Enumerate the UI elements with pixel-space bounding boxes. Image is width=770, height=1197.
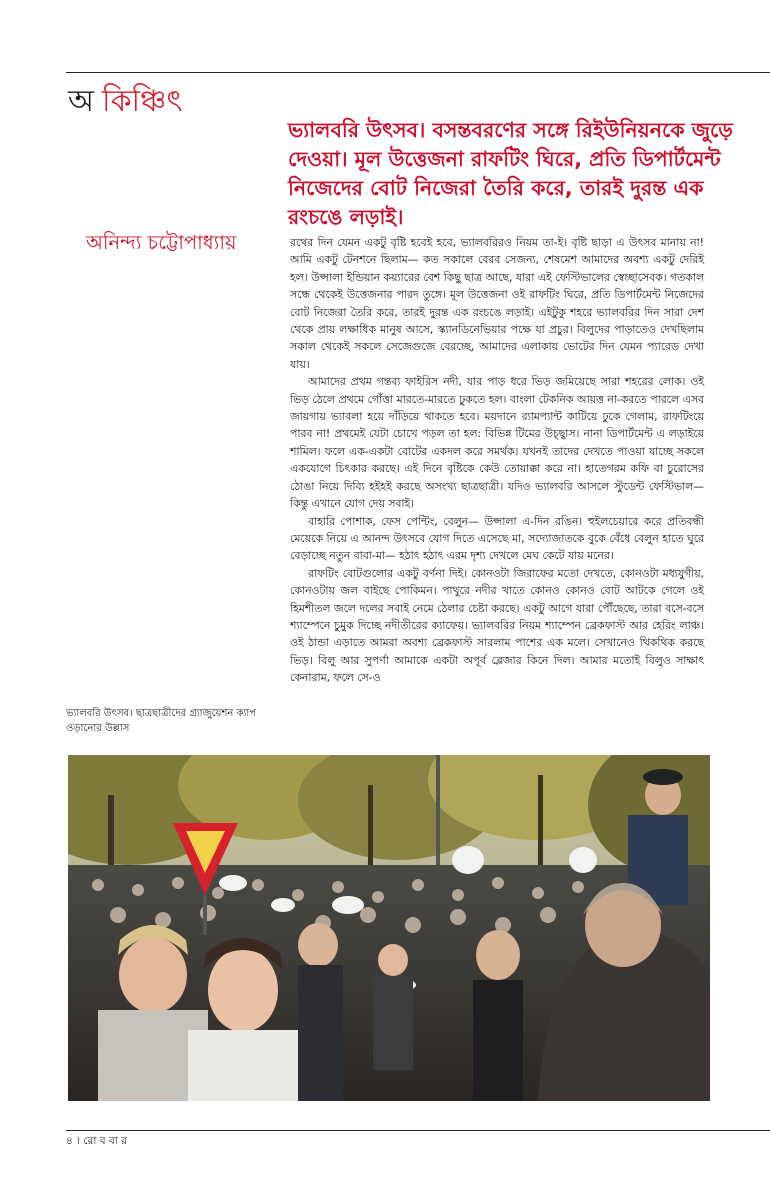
section-prefix: অ [68, 84, 94, 119]
headline: ভ্যালবরি উৎসব। বসন্তবরণের সঙ্গে রিইউনিয়নকে জুড়ে দেওয়া। মূল উত্তেজনা রাফটিং ঘিরে, প্রতি ডিপার্টমেন্ট নিজেদের বোট নিজেরা তৈরি করে, তারই দুরন্ত এক রংচঙে লড়াই। [288, 118, 733, 229]
festival-crowd-photo [68, 755, 710, 1101]
top-rule [66, 72, 770, 73]
section-title [68, 84, 182, 120]
paragraph: রাফটিং বোটগুলোর একটু বর্ণনা দিই। কোনওটা জিরাফের মতো দেখতে, কোনওটা মধ্যযুগীয়, কোনওটায় জল বাইছে পোকিমন। পাথুরে নদীর খাতে কোনও কোনও বোট আটকে গেলে ওই হিমশীতল জলে দলের সবাই নেমে ঠেলার চেষ্টা করছে। একটু আগে যারা পৌঁছেছে, তারা বসে-বসে শ্যাম্পেনে চুমুক দিচ্ছে নদীতীরের ক্যাফেয়। ভ্যালবরির নিয়ম শ্যাম্পেন ব্রেকফাস্ট আর হেরিং লাঞ্চ। ওই ঠান্ডা এড়াতে আমরা অবশ্য ব্রেকফাস্ট সারলাম পাশের এক মলে। সেখানেও থিকথিক করছে ভিড়। বিলু আর সুপর্ণা আমাকে একটা অপূর্ব ব্লেজার কিনে দিল। আমার মতোই বিলুও সাক্ষাৎ কেনারাম, ফলে সে-ও [290, 566, 704, 685]
author-byline: অনিন্দ্য চট্টোপাধ্যায় [86, 231, 237, 254]
page-number: ৪ [66, 1135, 73, 1147]
bottom-rule [66, 1130, 770, 1131]
page-footer [66, 1134, 127, 1148]
paragraph: বাহারি পোশাক, ফেস পেন্টিং, বেলুন— উপ্সালা এ-দিন রঙিন। হুইলচেয়ারে করে প্রতিবন্ধী মেয়েকে নিয়ে এ আনন্দ উৎসবে যোগ দিতে এসেছে মা, সদ্যোজাতকে বুকে বেঁধে বেলুন হাতে ঘুরে বেড়াচ্ছে নতুন বাবা-মা— হঠাৎ হঠাৎ এরম দৃশ্য দেখলে মেঘ কেটে যায় মনের। [290, 514, 704, 563]
paragraph: আমাদের প্রথম গন্তব্য ফাইরিস নদী, যার পাড় ধরে ভিড় জমিয়েছে সারা শহরের লোক। ওই ভিড় ঠেলে প্রথমে গোঁত্তা মারতে-মারতে ঢুকতে হল। বাংলা টেকনিক আয়ত্ত না-করতে পারলে এসব জায়গায় ভ্যাবলা হয়ে দাঁড়িয়ে থাকতে হবে। ময়দানে র‍্যামপ্যান্ট কাটিয়ে ঢুকে গেলাম, রাফটিংয়ে পারব না! প্রথমেই যেটা চোখে পড়ল তা হল: বিভিন্ন টিমের উচ্ছ্বাস। নানা ডিপার্টমেন্ট এ লড়াইয়ে শামিল। ফলে এক-একটা বোটের একদল করে সমর্থক। যখনই তাদের দেখতে পাওয়া যাচ্ছে সকলে একযোগে চিৎকার করছে। এই দিনে বৃষ্টিকে কেউ তোয়াক্কা করে না। হাতেগরম কফি বা চুরোসের ঠোঙা নিয়ে দিব্যি হইহই করছে অসংখ্য ছাত্রছাত্রী। যদিও ভ্যালবরি আসলে স্টুডেন্ট ফেস্টিভাল— কিন্তু এখানে যোগ দেয় সবাই। [290, 375, 704, 511]
paragraph: রথের দিন যেমন একটু বৃষ্টি হবেই হবে, ভ্যালবরিরও নিয়ম তা-ই। বৃষ্টি ছাড়া এ উৎসব মানায় না! আমি একটু টেনশনে ছিলাম— কত সকালে বেরব সেজন্য, শেষমেশ আমাদের অবশ্য একটু দেরিই হল। উপ্সালা ইন্ডিয়ান কয়্যারের বেশ কিছু ছাত্র আছে, যারা এই ফেস্টিভালের স্বেচ্ছাসেবক। গতকাল সন্ধে থেকেই উত্তেজনার পারদ তুঙ্গে। মূল উত্তেজনা ওই রাফটিং ঘিরে, প্রতি ডিপার্টমেন্ট নিজেদের বোট নিজেরা তৈরি করে, তারই দুরন্ত এক রংচঙে লড়াই। এইটুকু শহরে ভ্যালবরির দিন সারা দেশ থেকে প্রায় লক্ষাধিক মানুষ আসে, স্ক্যানডিনেভিয়ার পক্ষে যা প্রচুর। বিলুদের পাড়াতেও দেখছিলাম সকাল থেকেই সকলে সেজেগুজে বেরচ্ছে, আমাদের এলাকায় ভোটের দিন যেমন প্যারেড দেখা যায়। [290, 236, 704, 371]
photo-caption: ভ্যালবরি উৎসব। ছাত্রছাত্রীদের গ্র্যাজুয়েশন ক্যাপ ওড়ানোর উল্লাস [66, 708, 257, 734]
footer-separator: । [76, 1135, 80, 1147]
magazine-name: রো ব বা র [83, 1135, 127, 1147]
section-name: কিঞ্চিৎ [101, 84, 183, 119]
article-body [290, 234, 704, 687]
